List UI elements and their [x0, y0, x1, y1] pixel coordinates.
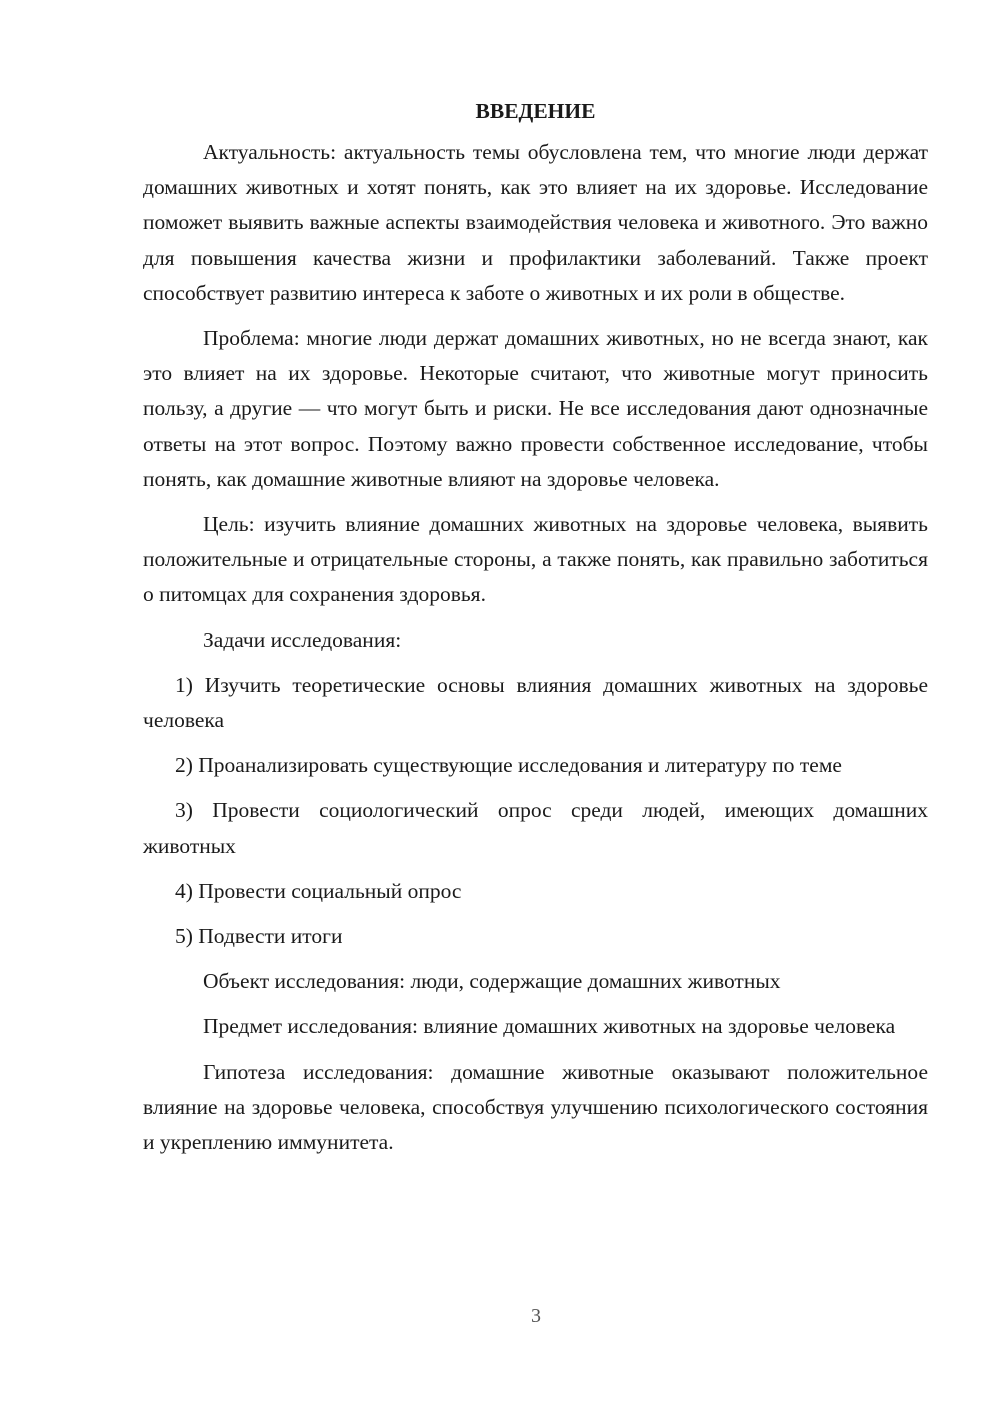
tasks-heading: Задачи исследования: — [203, 627, 402, 652]
relevance-paragraph: Актуальность: актуальность темы обусловлена тем, что многие люди держат домашних животных и хотят понять, как это влияет на их здоровье. Исследование поможет выявить важные аспекты взаимодействия человека и животного. Это важно для повышения качества жизни и профилактики заболеваний. Также проект способствует развитию интереса к заботе о животных и их роли в обществе. — [143, 140, 928, 305]
task-item-5: 5) Подвести итоги — [175, 924, 343, 949]
object-paragraph: Объект исследования: люди, содержащие домашних животных — [203, 969, 781, 994]
page-number: 3 — [531, 1305, 541, 1327]
hypothesis-paragraph: Гипотеза исследования: домашние животные оказывают положительное влияние на здоровье человека, способствуя улучшению психологического состояния и укреплению иммунитета. — [143, 1059, 928, 1155]
section-title: ВВЕДЕНИЕ — [475, 99, 596, 123]
goal-paragraph: Цель: изучить влияние домашних животных на здоровье человека, выявить положительные и отрицательные стороны, а также понять, как правильно заботиться о питомцах для сохранения здоровья. — [143, 512, 928, 607]
task-item-4: 4) Провести социальный опрос — [175, 878, 462, 903]
problem-paragraph: Проблема: многие люди держат домашних животных, но не всегда знают, как это влияет на их здоровье. Некоторые считают, что животные могут приносить пользу, а другие — что могут быть и риски. Не все исследования дают однозначные ответы на этот вопрос. Поэтому важно провести собственное исследование, чтобы понять, как домашние животные влияют на здоровье человека. — [143, 326, 928, 491]
page-content — [143, 94, 928, 1170]
task-item-1: 1) Изучить теоретические основы влияния домашних животных на здоровье человека — [143, 672, 928, 733]
subject-paragraph: Предмет исследования: влияние домашних животных на здоровье человека — [203, 1014, 896, 1039]
task-item-2: 2) Проанализировать существующие исследования и литературу по теме — [175, 753, 842, 778]
task-item-3: 3) Провести социологический опрос среди людей, имеющих домашних животных — [143, 798, 928, 858]
